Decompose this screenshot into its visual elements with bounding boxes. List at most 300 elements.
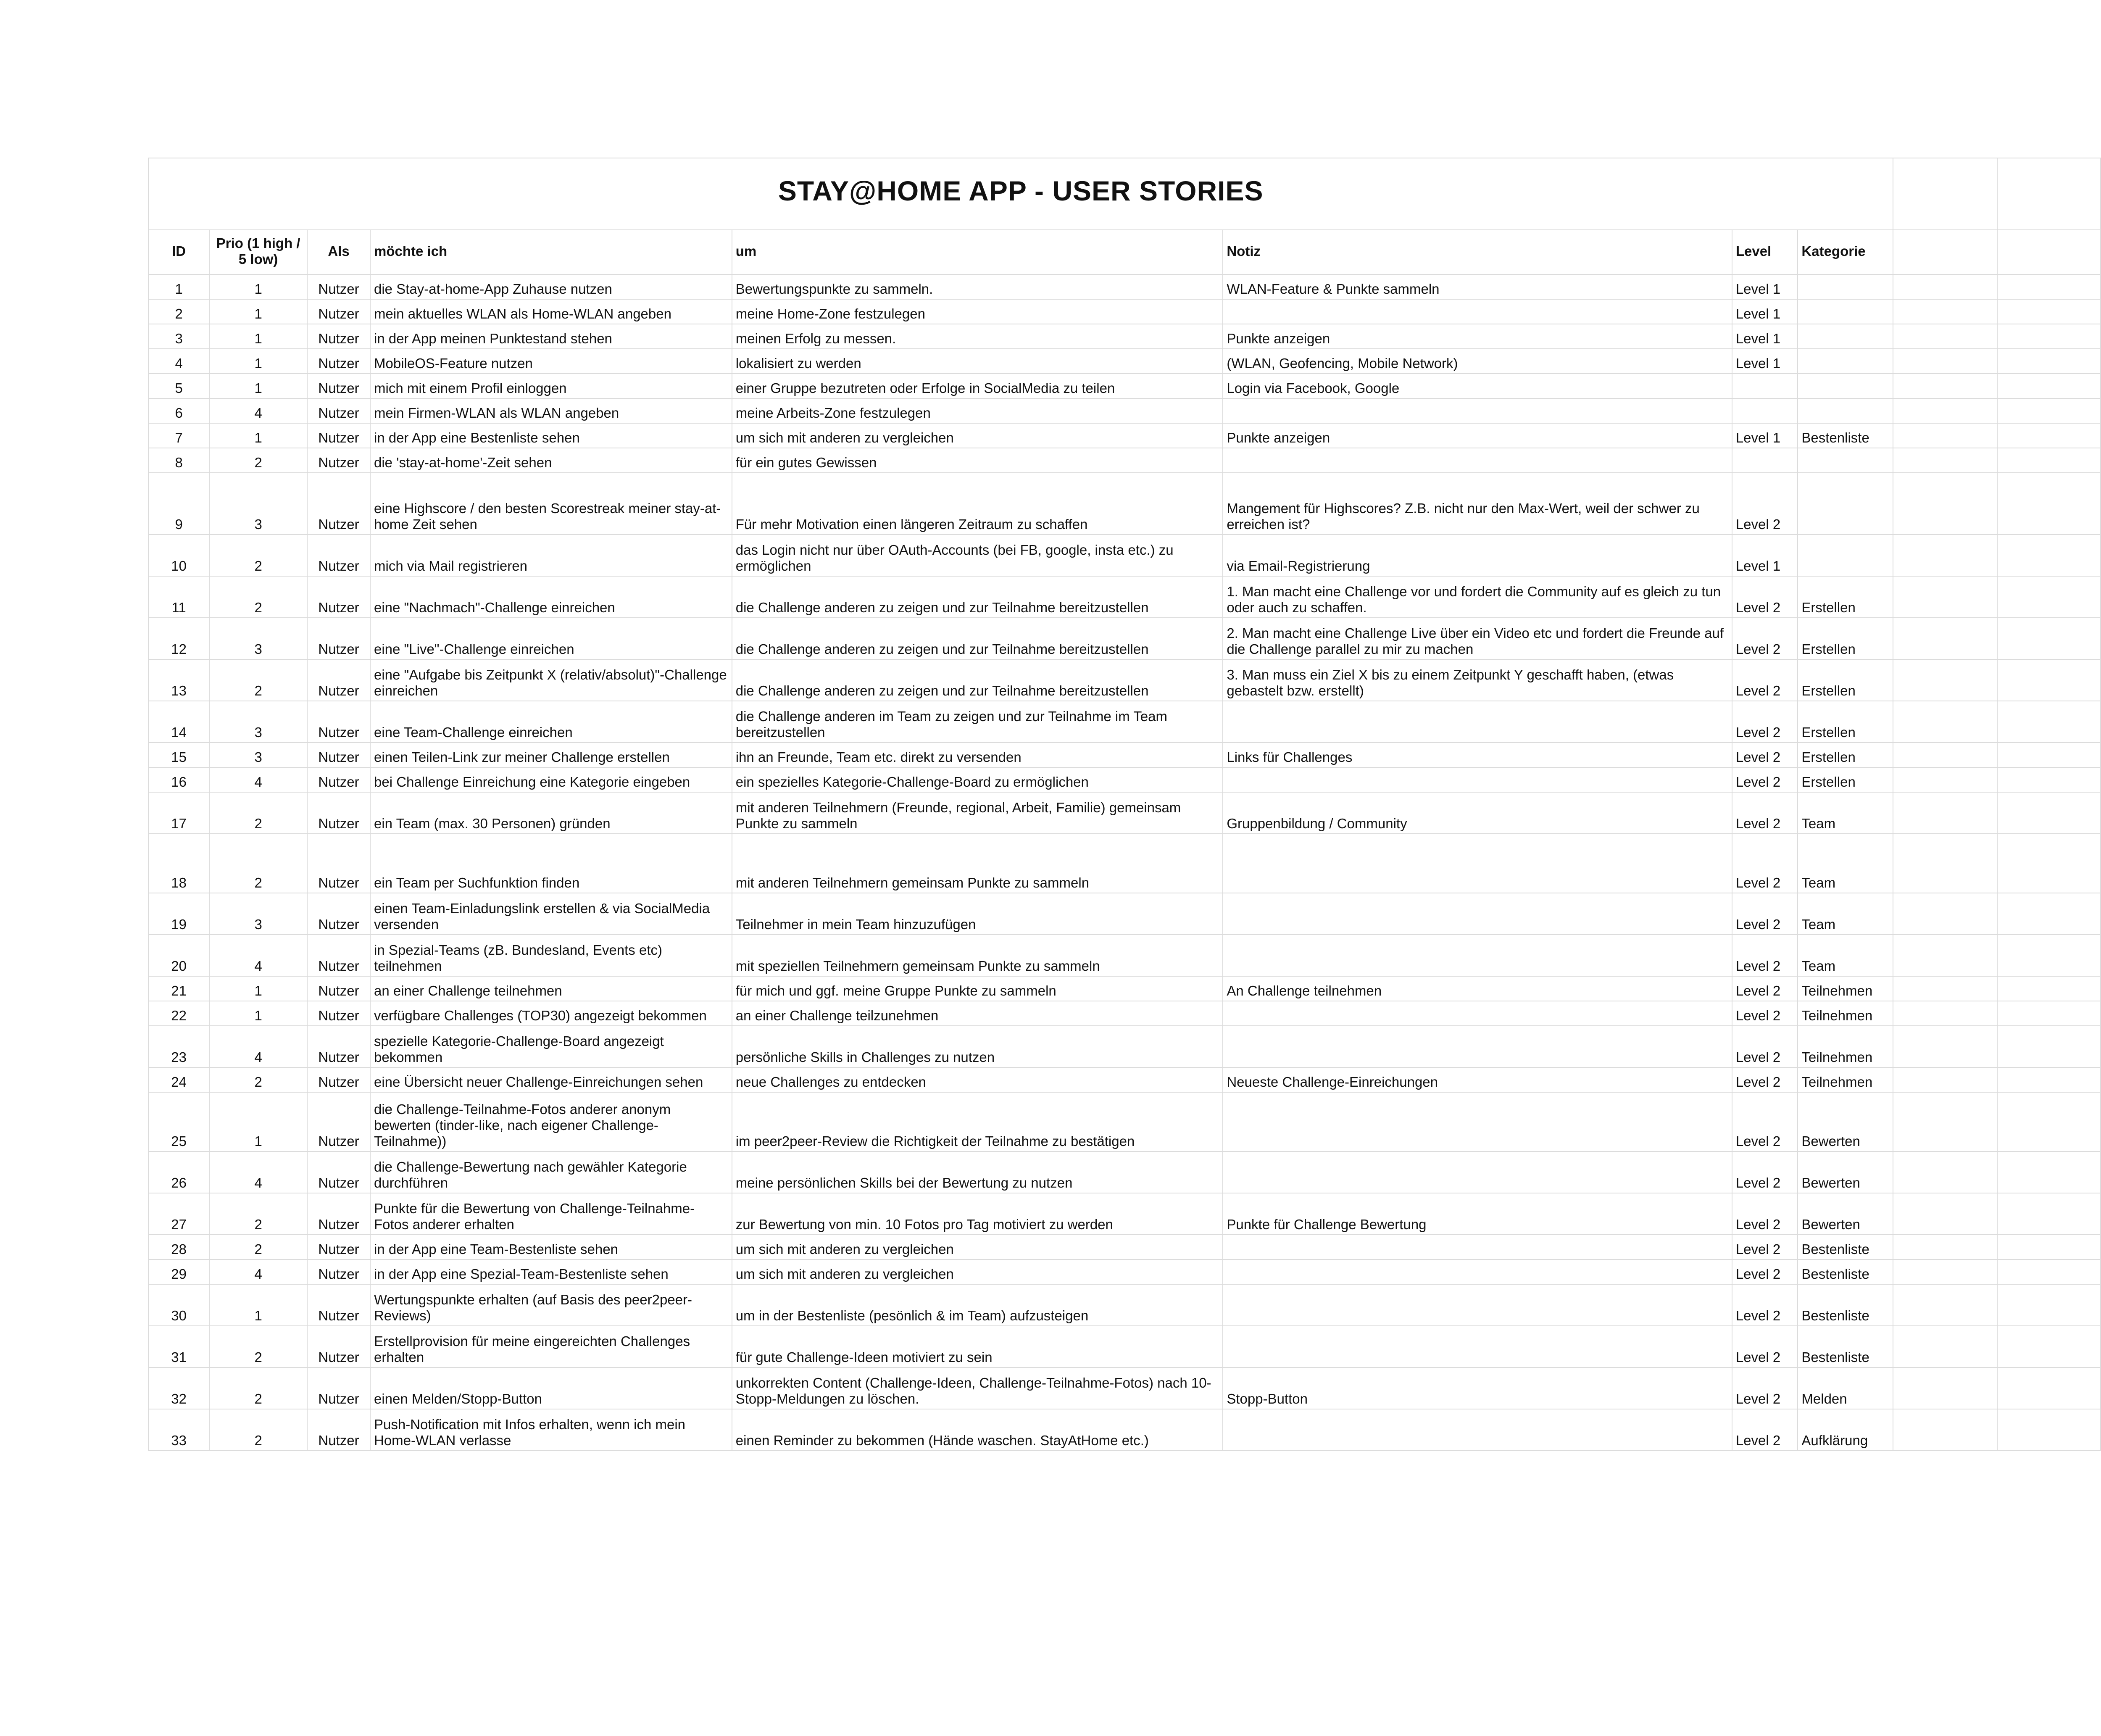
header-moechte-ich[interactable]: möchte ich <box>370 230 732 274</box>
cell-id[interactable]: 22 <box>148 1001 209 1026</box>
cell-notiz[interactable] <box>1223 1259 1732 1284</box>
empty-cell[interactable] <box>1893 834 1997 893</box>
cell-id[interactable]: 23 <box>148 1026 209 1067</box>
cell-kategorie[interactable]: Erstellen <box>1798 618 1893 659</box>
cell-kategorie[interactable] <box>1798 473 1893 535</box>
cell-moechte-ich[interactable]: die Challenge-Bewertung nach gewähler Kategorie durchführen <box>370 1151 732 1193</box>
cell-kategorie[interactable]: Bestenliste <box>1798 1284 1893 1326</box>
cell-als[interactable]: Nutzer <box>307 1001 370 1026</box>
cell-kategorie[interactable]: Teilnehmen <box>1798 1026 1893 1067</box>
empty-cell[interactable] <box>1893 1235 1997 1259</box>
cell-um[interactable]: meine persönlichen Skills bei der Bewertung zu nutzen <box>732 1151 1223 1193</box>
cell-moechte-ich[interactable]: an einer Challenge teilnehmen <box>370 976 732 1001</box>
empty-cell[interactable] <box>1893 1067 1997 1092</box>
cell-um[interactable]: lokalisiert zu werden <box>732 349 1223 374</box>
cell-prio[interactable]: 2 <box>209 792 307 834</box>
cell-als[interactable]: Nutzer <box>307 767 370 792</box>
empty-cell[interactable] <box>1997 1326 2101 1367</box>
cell-notiz[interactable] <box>1223 1409 1732 1451</box>
cell-moechte-ich[interactable]: Wertungspunkte erhalten (auf Basis des peer2peer-Reviews) <box>370 1284 732 1326</box>
header-empty[interactable] <box>1997 230 2101 274</box>
cell-moechte-ich[interactable]: mein aktuelles WLAN als Home-WLAN angeben <box>370 299 732 324</box>
cell-notiz[interactable]: Neueste Challenge-Einreichungen <box>1223 1067 1732 1092</box>
cell-id[interactable]: 6 <box>148 398 209 423</box>
cell-level[interactable]: Level 1 <box>1732 274 1798 299</box>
cell-als[interactable]: Nutzer <box>307 893 370 935</box>
cell-id[interactable]: 11 <box>148 576 209 618</box>
empty-cell[interactable] <box>1997 535 2101 576</box>
cell-um[interactable]: an einer Challenge teilzunehmen <box>732 1001 1223 1026</box>
cell-um[interactable]: für mich und ggf. meine Gruppe Punkte zu sammeln <box>732 976 1223 1001</box>
cell-prio[interactable]: 2 <box>209 659 307 701</box>
cell-um[interactable]: ihn an Freunde, Team etc. direkt zu versenden <box>732 743 1223 767</box>
cell-prio[interactable]: 1 <box>209 374 307 398</box>
cell-um[interactable]: um sich mit anderen zu vergleichen <box>732 423 1223 448</box>
cell-id[interactable]: 15 <box>148 743 209 767</box>
cell-notiz[interactable] <box>1223 1001 1732 1026</box>
cell-als[interactable]: Nutzer <box>307 576 370 618</box>
empty-cell[interactable] <box>1893 473 1997 535</box>
cell-als[interactable]: Nutzer <box>307 935 370 976</box>
cell-um[interactable]: um in der Bestenliste (pesönlich & im Team) aufzusteigen <box>732 1284 1223 1326</box>
cell-moechte-ich[interactable]: die 'stay-at-home'-Zeit sehen <box>370 448 732 473</box>
cell-moechte-ich[interactable]: eine "Nachmach"-Challenge einreichen <box>370 576 732 618</box>
cell-id[interactable]: 33 <box>148 1409 209 1451</box>
empty-cell[interactable] <box>1997 1151 2101 1193</box>
cell-prio[interactable]: 2 <box>209 1235 307 1259</box>
empty-cell[interactable] <box>1997 374 2101 398</box>
empty-cell[interactable] <box>1893 398 1997 423</box>
empty-cell[interactable] <box>1893 1326 1997 1367</box>
cell-id[interactable]: 14 <box>148 701 209 743</box>
cell-id[interactable]: 7 <box>148 423 209 448</box>
empty-cell[interactable] <box>1893 1259 1997 1284</box>
cell-level[interactable]: Level 2 <box>1732 1193 1798 1235</box>
cell-um[interactable]: die Challenge anderen im Team zu zeigen und zur Teilnahme im Team bereitzustellen <box>732 701 1223 743</box>
cell-moechte-ich[interactable]: spezielle Kategorie-Challenge-Board angezeigt bekommen <box>370 1026 732 1067</box>
empty-cell[interactable] <box>1893 535 1997 576</box>
cell-id[interactable]: 8 <box>148 448 209 473</box>
cell-notiz[interactable]: Punkte anzeigen <box>1223 324 1732 349</box>
cell-level[interactable]: Level 2 <box>1732 1367 1798 1409</box>
cell-id[interactable]: 26 <box>148 1151 209 1193</box>
cell-als[interactable]: Nutzer <box>307 1326 370 1367</box>
cell-notiz[interactable] <box>1223 1151 1732 1193</box>
cell-kategorie[interactable]: Teilnehmen <box>1798 1001 1893 1026</box>
cell-level[interactable]: Level 2 <box>1732 701 1798 743</box>
cell-moechte-ich[interactable]: in der App meinen Punktestand stehen <box>370 324 732 349</box>
cell-notiz[interactable] <box>1223 935 1732 976</box>
cell-id[interactable]: 32 <box>148 1367 209 1409</box>
empty-cell[interactable] <box>1997 976 2101 1001</box>
cell-als[interactable]: Nutzer <box>307 1259 370 1284</box>
cell-als[interactable]: Nutzer <box>307 1193 370 1235</box>
cell-id[interactable]: 1 <box>148 274 209 299</box>
cell-als[interactable]: Nutzer <box>307 701 370 743</box>
empty-cell[interactable] <box>1997 1067 2101 1092</box>
cell-level[interactable]: Level 2 <box>1732 1409 1798 1451</box>
empty-cell[interactable] <box>1893 299 1997 324</box>
cell-moechte-ich[interactable]: in der App eine Spezial-Team-Bestenliste sehen <box>370 1259 732 1284</box>
cell-als[interactable]: Nutzer <box>307 792 370 834</box>
cell-kategorie[interactable]: Bewerten <box>1798 1193 1893 1235</box>
cell-um[interactable]: für ein gutes Gewissen <box>732 448 1223 473</box>
cell-prio[interactable]: 1 <box>209 1092 307 1151</box>
empty-cell[interactable] <box>1997 1409 2101 1451</box>
cell-level[interactable]: Level 2 <box>1732 743 1798 767</box>
cell-kategorie[interactable] <box>1798 398 1893 423</box>
cell-kategorie[interactable]: Aufklärung <box>1798 1409 1893 1451</box>
cell-notiz[interactable] <box>1223 448 1732 473</box>
header-kategorie[interactable]: Kategorie <box>1798 230 1893 274</box>
empty-cell[interactable] <box>1997 1367 2101 1409</box>
cell-kategorie[interactable]: Bestenliste <box>1798 1259 1893 1284</box>
cell-level[interactable]: Level 2 <box>1732 1235 1798 1259</box>
cell-moechte-ich[interactable]: einen Team-Einladungslink erstellen & via SocialMedia versenden <box>370 893 732 935</box>
empty-cell[interactable] <box>1997 423 2101 448</box>
cell-level[interactable]: Level 2 <box>1732 1259 1798 1284</box>
cell-moechte-ich[interactable]: ein Team (max. 30 Personen) gründen <box>370 792 732 834</box>
cell-kategorie[interactable]: Bestenliste <box>1798 1326 1893 1367</box>
cell-id[interactable]: 24 <box>148 1067 209 1092</box>
cell-notiz[interactable] <box>1223 1026 1732 1067</box>
empty-cell[interactable] <box>1893 1409 1997 1451</box>
cell-prio[interactable]: 1 <box>209 324 307 349</box>
cell-prio[interactable]: 2 <box>209 1367 307 1409</box>
cell-als[interactable]: Nutzer <box>307 274 370 299</box>
cell-notiz[interactable]: 1. Man macht eine Challenge vor und fordert die Community auf es gleich zu tun oder auch zu schaffen. <box>1223 576 1732 618</box>
cell-notiz[interactable] <box>1223 1284 1732 1326</box>
cell-um[interactable]: mit anderen Teilnehmern (Freunde, regional, Arbeit, Familie) gemeinsam Punkte zu sammeln <box>732 792 1223 834</box>
cell-id[interactable]: 28 <box>148 1235 209 1259</box>
cell-notiz[interactable]: Login via Facebook, Google <box>1223 374 1732 398</box>
cell-prio[interactable]: 3 <box>209 701 307 743</box>
empty-cell[interactable] <box>1997 701 2101 743</box>
cell-als[interactable]: Nutzer <box>307 349 370 374</box>
cell-level[interactable]: Level 1 <box>1732 324 1798 349</box>
cell-moechte-ich[interactable]: in Spezial-Teams (zB. Bundesland, Events etc) teilnehmen <box>370 935 732 976</box>
empty-cell[interactable] <box>1997 935 2101 976</box>
cell-level[interactable]: Level 2 <box>1732 659 1798 701</box>
cell-level[interactable]: Level 1 <box>1732 423 1798 448</box>
empty-cell[interactable] <box>1997 767 2101 792</box>
cell-notiz[interactable] <box>1223 1092 1732 1151</box>
cell-moechte-ich[interactable]: die Challenge-Teilnahme-Fotos anderer anonym bewerten (tinder-like, nach eigener Challenge-Teilnahme)) <box>370 1092 732 1151</box>
cell-moechte-ich[interactable]: ein Team per Suchfunktion finden <box>370 834 732 893</box>
empty-cell[interactable] <box>1997 398 2101 423</box>
cell-kategorie[interactable]: Erstellen <box>1798 767 1893 792</box>
cell-prio[interactable]: 3 <box>209 893 307 935</box>
empty-cell[interactable] <box>1997 792 2101 834</box>
cell-als[interactable]: Nutzer <box>307 834 370 893</box>
empty-cell[interactable] <box>1997 576 2101 618</box>
cell-kategorie[interactable]: Team <box>1798 834 1893 893</box>
empty-cell[interactable] <box>1893 767 1997 792</box>
header-notiz[interactable]: Notiz <box>1223 230 1732 274</box>
cell-notiz[interactable] <box>1223 1235 1732 1259</box>
cell-um[interactable]: im peer2peer-Review die Richtigkeit der Teilnahme zu bestätigen <box>732 1092 1223 1151</box>
cell-notiz[interactable]: Gruppenbildung / Community <box>1223 792 1732 834</box>
cell-kategorie[interactable] <box>1798 535 1893 576</box>
cell-um[interactable]: mit speziellen Teilnehmern gemeinsam Punkte zu sammeln <box>732 935 1223 976</box>
cell-notiz[interactable] <box>1223 893 1732 935</box>
cell-prio[interactable]: 3 <box>209 473 307 535</box>
cell-um[interactable]: das Login nicht nur über OAuth-Accounts (bei FB, google, insta etc.) zu ermöglichen <box>732 535 1223 576</box>
cell-moechte-ich[interactable]: Punkte für die Bewertung von Challenge-Teilnahme-Fotos anderer erhalten <box>370 1193 732 1235</box>
cell-level[interactable]: Level 2 <box>1732 935 1798 976</box>
header-um[interactable]: um <box>732 230 1223 274</box>
empty-cell[interactable] <box>1997 1026 2101 1067</box>
cell-level[interactable]: Level 2 <box>1732 1092 1798 1151</box>
cell-als[interactable]: Nutzer <box>307 324 370 349</box>
cell-kategorie[interactable]: Erstellen <box>1798 659 1893 701</box>
cell-als[interactable]: Nutzer <box>307 743 370 767</box>
empty-cell[interactable] <box>1893 158 1997 230</box>
cell-prio[interactable]: 2 <box>209 535 307 576</box>
cell-prio[interactable]: 2 <box>209 1193 307 1235</box>
empty-cell[interactable] <box>1997 158 2101 230</box>
empty-cell[interactable] <box>1997 299 2101 324</box>
empty-cell[interactable] <box>1997 1284 2101 1326</box>
cell-um[interactable]: die Challenge anderen zu zeigen und zur Teilnahme bereitzustellen <box>732 576 1223 618</box>
cell-als[interactable]: Nutzer <box>307 535 370 576</box>
cell-moechte-ich[interactable]: mein Firmen-WLAN als WLAN angeben <box>370 398 732 423</box>
cell-id[interactable]: 17 <box>148 792 209 834</box>
cell-kategorie[interactable] <box>1798 324 1893 349</box>
cell-id[interactable]: 9 <box>148 473 209 535</box>
cell-moechte-ich[interactable]: verfügbare Challenges (TOP30) angezeigt bekommen <box>370 1001 732 1026</box>
cell-id[interactable]: 3 <box>148 324 209 349</box>
cell-um[interactable]: einer Gruppe bezutreten oder Erfolge in SocialMedia zu teilen <box>732 374 1223 398</box>
cell-prio[interactable]: 2 <box>209 1326 307 1367</box>
cell-kategorie[interactable]: Team <box>1798 893 1893 935</box>
cell-notiz[interactable] <box>1223 701 1732 743</box>
cell-notiz[interactable]: via Email-Registrierung <box>1223 535 1732 576</box>
cell-um[interactable]: zur Bewertung von min. 10 Fotos pro Tag motiviert zu werden <box>732 1193 1223 1235</box>
empty-cell[interactable] <box>1997 274 2101 299</box>
empty-cell[interactable] <box>1997 448 2101 473</box>
header-prio[interactable]: Prio (1 high / 5 low) <box>209 230 307 274</box>
cell-um[interactable]: persönliche Skills in Challenges zu nutzen <box>732 1026 1223 1067</box>
cell-als[interactable]: Nutzer <box>307 1367 370 1409</box>
cell-notiz[interactable] <box>1223 834 1732 893</box>
cell-als[interactable]: Nutzer <box>307 1026 370 1067</box>
cell-level[interactable]: Level 2 <box>1732 1326 1798 1367</box>
cell-level[interactable]: Level 2 <box>1732 834 1798 893</box>
cell-kategorie[interactable]: Team <box>1798 792 1893 834</box>
cell-moechte-ich[interactable]: eine "Live"-Challenge einreichen <box>370 618 732 659</box>
cell-id[interactable]: 25 <box>148 1092 209 1151</box>
cell-prio[interactable]: 3 <box>209 743 307 767</box>
cell-moechte-ich[interactable]: in der App eine Team-Bestenliste sehen <box>370 1235 732 1259</box>
empty-cell[interactable] <box>1893 935 1997 976</box>
cell-moechte-ich[interactable]: bei Challenge Einreichung eine Kategorie eingeben <box>370 767 732 792</box>
cell-level[interactable]: Level 2 <box>1732 576 1798 618</box>
cell-kategorie[interactable] <box>1798 448 1893 473</box>
cell-notiz[interactable] <box>1223 1326 1732 1367</box>
cell-id[interactable]: 12 <box>148 618 209 659</box>
cell-prio[interactable]: 2 <box>209 1409 307 1451</box>
cell-id[interactable]: 13 <box>148 659 209 701</box>
empty-cell[interactable] <box>1893 274 1997 299</box>
cell-level[interactable]: Level 2 <box>1732 1026 1798 1067</box>
cell-als[interactable]: Nutzer <box>307 1235 370 1259</box>
cell-notiz[interactable]: Stopp-Button <box>1223 1367 1732 1409</box>
cell-notiz[interactable] <box>1223 398 1732 423</box>
cell-level[interactable]: Level 1 <box>1732 535 1798 576</box>
empty-cell[interactable] <box>1893 448 1997 473</box>
empty-cell[interactable] <box>1997 743 2101 767</box>
cell-moechte-ich[interactable]: die Stay-at-home-App Zuhause nutzen <box>370 274 732 299</box>
cell-um[interactable]: meine Home-Zone festzulegen <box>732 299 1223 324</box>
cell-moechte-ich[interactable]: eine Highscore / den besten Scorestreak meiner stay-at-home Zeit sehen <box>370 473 732 535</box>
empty-cell[interactable] <box>1997 324 2101 349</box>
cell-prio[interactable]: 4 <box>209 1026 307 1067</box>
cell-kategorie[interactable]: Erstellen <box>1798 701 1893 743</box>
cell-notiz[interactable] <box>1223 299 1732 324</box>
cell-prio[interactable]: 1 <box>209 299 307 324</box>
cell-kategorie[interactable] <box>1798 374 1893 398</box>
cell-kategorie[interactable]: Teilnehmen <box>1798 976 1893 1001</box>
cell-prio[interactable]: 4 <box>209 935 307 976</box>
cell-moechte-ich[interactable]: eine "Aufgabe bis Zeitpunkt X (relativ/absolut)"-Challenge einreichen <box>370 659 732 701</box>
cell-prio[interactable]: 1 <box>209 423 307 448</box>
empty-cell[interactable] <box>1893 1193 1997 1235</box>
empty-cell[interactable] <box>1893 1367 1997 1409</box>
cell-als[interactable]: Nutzer <box>307 374 370 398</box>
empty-cell[interactable] <box>1893 1151 1997 1193</box>
cell-notiz[interactable]: 3. Man muss ein Ziel X bis zu einem Zeitpunkt Y geschafft haben, (etwas gebastelt bzw. erstellt) <box>1223 659 1732 701</box>
cell-kategorie[interactable]: Erstellen <box>1798 576 1893 618</box>
empty-cell[interactable] <box>1997 659 2101 701</box>
cell-als[interactable]: Nutzer <box>307 1151 370 1193</box>
cell-prio[interactable]: 4 <box>209 398 307 423</box>
cell-um[interactable]: die Challenge anderen zu zeigen und zur Teilnahme bereitzustellen <box>732 618 1223 659</box>
cell-als[interactable]: Nutzer <box>307 423 370 448</box>
cell-als[interactable]: Nutzer <box>307 1409 370 1451</box>
header-als[interactable]: Als <box>307 230 370 274</box>
cell-als[interactable]: Nutzer <box>307 1067 370 1092</box>
cell-kategorie[interactable]: Bewerten <box>1798 1092 1893 1151</box>
cell-level[interactable]: Level 2 <box>1732 618 1798 659</box>
empty-cell[interactable] <box>1893 618 1997 659</box>
empty-cell[interactable] <box>1997 1259 2101 1284</box>
cell-level[interactable]: Level 2 <box>1732 1067 1798 1092</box>
cell-prio[interactable]: 2 <box>209 576 307 618</box>
empty-cell[interactable] <box>1997 473 2101 535</box>
cell-um[interactable]: um sich mit anderen zu vergleichen <box>732 1259 1223 1284</box>
empty-cell[interactable] <box>1997 1001 2101 1026</box>
cell-notiz[interactable]: (WLAN, Geofencing, Mobile Network) <box>1223 349 1732 374</box>
cell-prio[interactable]: 1 <box>209 274 307 299</box>
cell-um[interactable]: für gute Challenge-Ideen motiviert zu sein <box>732 1326 1223 1367</box>
cell-um[interactable]: einen Reminder zu bekommen (Hände waschen. StayAtHome etc.) <box>732 1409 1223 1451</box>
cell-level[interactable]: Level 2 <box>1732 1151 1798 1193</box>
header-empty[interactable] <box>1893 230 1997 274</box>
cell-level[interactable]: Level 1 <box>1732 349 1798 374</box>
empty-cell[interactable] <box>1997 349 2101 374</box>
cell-kategorie[interactable]: Bestenliste <box>1798 423 1893 448</box>
empty-cell[interactable] <box>1893 743 1997 767</box>
cell-moechte-ich[interactable]: eine Team-Challenge einreichen <box>370 701 732 743</box>
empty-cell[interactable] <box>1893 1026 1997 1067</box>
cell-um[interactable]: meinen Erfolg zu messen. <box>732 324 1223 349</box>
cell-um[interactable]: mit anderen Teilnehmern gemeinsam Punkte zu sammeln <box>732 834 1223 893</box>
cell-id[interactable]: 5 <box>148 374 209 398</box>
cell-kategorie[interactable]: Team <box>1798 935 1893 976</box>
title-cell[interactable] <box>148 158 1893 230</box>
cell-um[interactable]: meine Arbeits-Zone festzulegen <box>732 398 1223 423</box>
cell-prio[interactable]: 4 <box>209 1151 307 1193</box>
cell-id[interactable]: 30 <box>148 1284 209 1326</box>
cell-notiz[interactable] <box>1223 767 1732 792</box>
cell-level[interactable]: Level 2 <box>1732 767 1798 792</box>
cell-um[interactable]: neue Challenges zu entdecken <box>732 1067 1223 1092</box>
cell-prio[interactable]: 2 <box>209 834 307 893</box>
cell-moechte-ich[interactable]: Erstellprovision für meine eingereichten Challenges erhalten <box>370 1326 732 1367</box>
cell-kategorie[interactable] <box>1798 274 1893 299</box>
cell-moechte-ich[interactable]: eine Übersicht neuer Challenge-Einreichungen sehen <box>370 1067 732 1092</box>
cell-kategorie[interactable] <box>1798 299 1893 324</box>
cell-um[interactable]: unkorrekten Content (Challenge-Ideen, Challenge-Teilnahme-Fotos) nach 10-Stopp-Meldungen zu löschen. <box>732 1367 1223 1409</box>
cell-als[interactable]: Nutzer <box>307 473 370 535</box>
cell-moechte-ich[interactable]: mich mit einem Profil einloggen <box>370 374 732 398</box>
cell-prio[interactable]: 2 <box>209 448 307 473</box>
empty-cell[interactable] <box>1893 701 1997 743</box>
empty-cell[interactable] <box>1893 349 1997 374</box>
cell-level[interactable]: Level 2 <box>1732 1001 1798 1026</box>
empty-cell[interactable] <box>1997 618 2101 659</box>
cell-notiz[interactable]: Punkte anzeigen <box>1223 423 1732 448</box>
cell-moechte-ich[interactable]: MobileOS-Feature nutzen <box>370 349 732 374</box>
cell-um[interactable]: ein spezielles Kategorie-Challenge-Board zu ermöglichen <box>732 767 1223 792</box>
cell-um[interactable]: um sich mit anderen zu vergleichen <box>732 1235 1223 1259</box>
empty-cell[interactable] <box>1893 976 1997 1001</box>
cell-prio[interactable]: 1 <box>209 1284 307 1326</box>
cell-id[interactable]: 2 <box>148 299 209 324</box>
cell-level[interactable] <box>1732 374 1798 398</box>
header-id[interactable]: ID <box>148 230 209 274</box>
empty-cell[interactable] <box>1997 893 2101 935</box>
cell-kategorie[interactable] <box>1798 349 1893 374</box>
cell-id[interactable]: 31 <box>148 1326 209 1367</box>
cell-level[interactable]: Level 2 <box>1732 893 1798 935</box>
cell-moechte-ich[interactable]: in der App eine Bestenliste sehen <box>370 423 732 448</box>
header-level[interactable]: Level <box>1732 230 1798 274</box>
cell-prio[interactable]: 4 <box>209 1259 307 1284</box>
empty-cell[interactable] <box>1893 1284 1997 1326</box>
cell-prio[interactable]: 3 <box>209 618 307 659</box>
cell-id[interactable]: 10 <box>148 535 209 576</box>
cell-als[interactable]: Nutzer <box>307 398 370 423</box>
cell-notiz[interactable]: Punkte für Challenge Bewertung <box>1223 1193 1732 1235</box>
cell-notiz[interactable]: An Challenge teilnehmen <box>1223 976 1732 1001</box>
cell-level[interactable] <box>1732 398 1798 423</box>
empty-cell[interactable] <box>1997 1092 2101 1151</box>
cell-kategorie[interactable]: Erstellen <box>1798 743 1893 767</box>
empty-cell[interactable] <box>1893 1092 1997 1151</box>
cell-level[interactable]: Level 2 <box>1732 792 1798 834</box>
cell-moechte-ich[interactable]: Push-Notification mit Infos erhalten, wenn ich mein Home-WLAN verlasse <box>370 1409 732 1451</box>
cell-als[interactable]: Nutzer <box>307 448 370 473</box>
cell-um[interactable]: Für mehr Motivation einen längeren Zeitraum zu schaffen <box>732 473 1223 535</box>
cell-notiz[interactable]: Mangement für Highscores? Z.B. nicht nur den Max-Wert, weil der schwer zu erreichen ist? <box>1223 473 1732 535</box>
cell-id[interactable]: 29 <box>148 1259 209 1284</box>
cell-prio[interactable]: 2 <box>209 1067 307 1092</box>
cell-als[interactable]: Nutzer <box>307 976 370 1001</box>
cell-prio[interactable]: 4 <box>209 767 307 792</box>
empty-cell[interactable] <box>1997 1235 2101 1259</box>
